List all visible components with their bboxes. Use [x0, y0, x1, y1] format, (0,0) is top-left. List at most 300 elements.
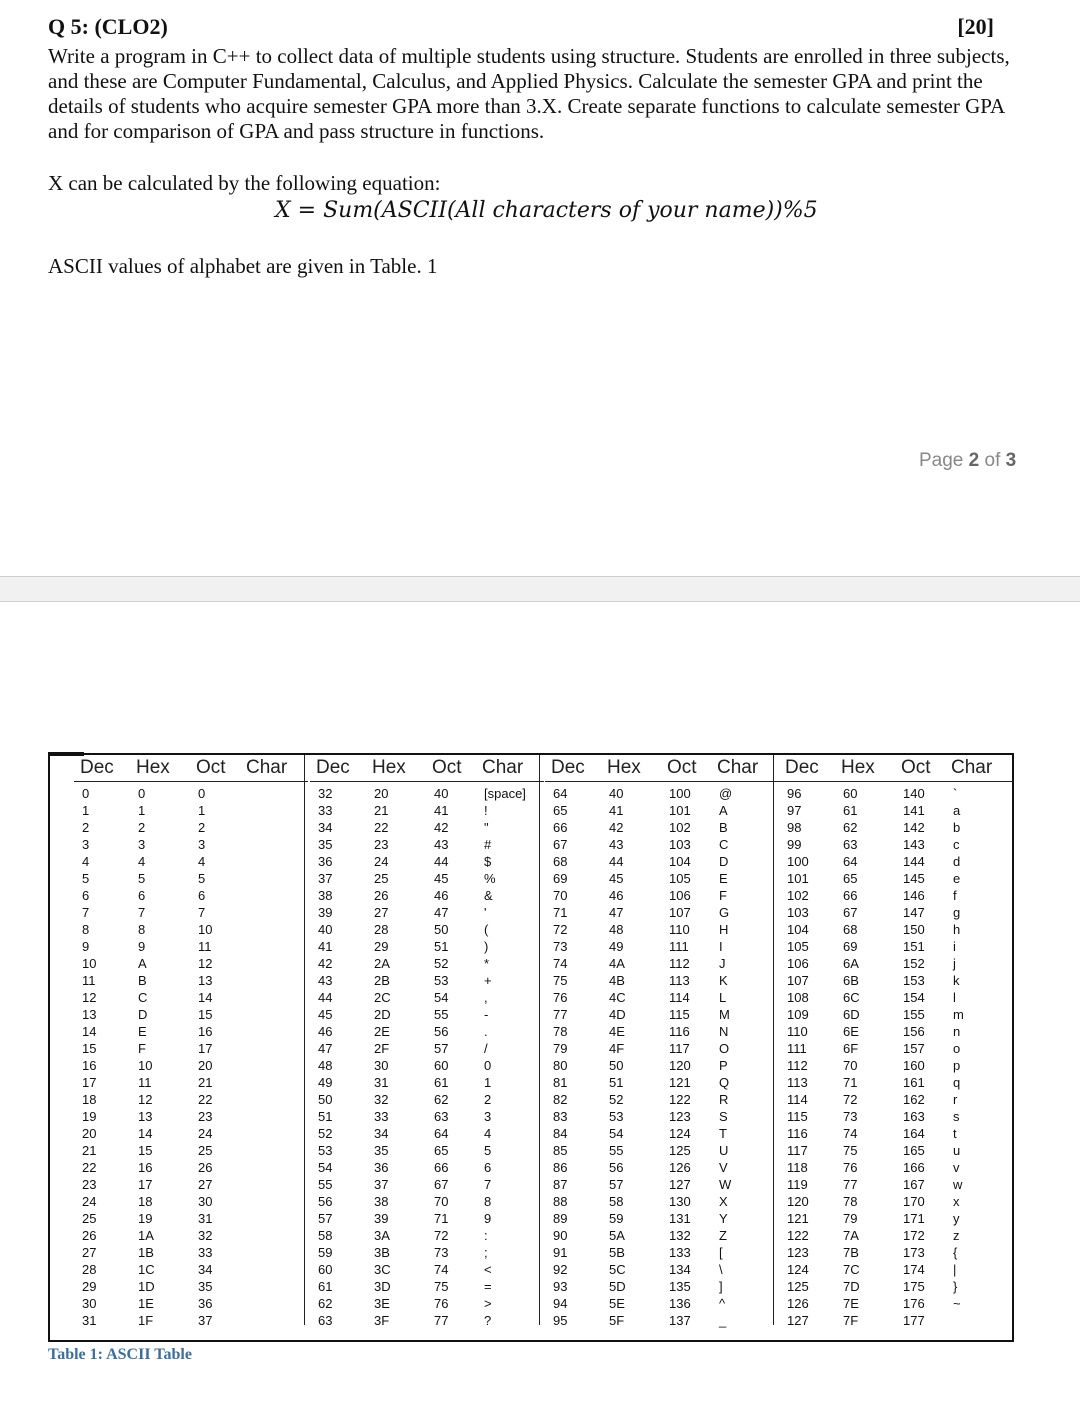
oct-cell: 53: [434, 973, 449, 988]
oct-cell: 150: [903, 922, 925, 937]
table-row: [779, 836, 1013, 853]
hex-cell: 62: [843, 820, 858, 835]
table-caption: Table 1: ASCII Table: [48, 1346, 192, 1363]
dec-cell: 93: [553, 1279, 568, 1294]
char-cell: ]: [719, 1279, 723, 1294]
char-cell: 1: [484, 1075, 492, 1090]
dec-cell: 92: [553, 1262, 568, 1277]
table-row: [74, 1108, 308, 1125]
table-row: [310, 1125, 544, 1142]
table-row: [310, 972, 544, 989]
dec-cell: 62: [318, 1296, 333, 1311]
char-cell: U: [719, 1143, 729, 1158]
dec-cell: 48: [318, 1058, 333, 1073]
hex-cell: 39: [374, 1211, 389, 1226]
table-row: [545, 938, 779, 955]
question-paragraph: Write a program in C++ to collect data of multiple students using structure. Students are enrolled in three subjects, and these are Computer Fundamental, Calculus, and Applied Physics. Calculate the semester GPA and print the details of students who acquire semester GPA more than 3.X. Create separate functions to calculate semester GPA and for comparison of GPA and pass structure in functions.: [48, 44, 1010, 143]
ascii-group-3: [545, 755, 779, 1335]
table-row: [310, 1312, 544, 1329]
char-cell: B: [719, 820, 728, 835]
hex-cell: 4: [138, 854, 146, 869]
hex-cell: 10: [138, 1058, 153, 1073]
dec-cell: 105: [787, 939, 809, 954]
question-title: Q 5: (CLO2): [48, 14, 168, 39]
hex-cell: 3F: [374, 1313, 390, 1328]
table-row: [310, 1006, 544, 1023]
char-cell: w: [953, 1177, 963, 1192]
dec-cell: 30: [82, 1296, 97, 1311]
oct-cell: 66: [434, 1160, 449, 1175]
page-number-prefix: Page: [919, 450, 969, 471]
hex-cell: 24: [374, 854, 389, 869]
dec-cell: 80: [553, 1058, 568, 1073]
hex-cell: 35: [374, 1143, 389, 1158]
oct-cell: 51: [434, 939, 449, 954]
oct-cell: 135: [669, 1279, 691, 1294]
hex-cell: 78: [843, 1194, 858, 1209]
char-cell: 9: [484, 1211, 492, 1226]
oct-cell: 124: [669, 1126, 691, 1141]
document-page-top: [0, 0, 1080, 576]
column-header-dec: Dec: [316, 757, 350, 778]
table-row: [74, 1023, 308, 1040]
char-cell: A: [719, 803, 728, 818]
dec-cell: 84: [553, 1126, 568, 1141]
table-row: [74, 887, 308, 904]
oct-cell: 146: [903, 888, 925, 903]
hex-cell: 13: [138, 1109, 153, 1124]
dec-cell: 70: [553, 888, 568, 903]
hex-cell: 5C: [609, 1262, 626, 1277]
column-header-dec: Dec: [80, 757, 114, 778]
table-row: [310, 802, 544, 819]
table-row: [545, 1108, 779, 1125]
hex-cell: 3: [138, 837, 146, 852]
table-row: [74, 1227, 308, 1244]
table-row: [545, 955, 779, 972]
char-cell: |: [953, 1262, 957, 1277]
oct-cell: 100: [669, 786, 691, 801]
dec-cell: 97: [787, 803, 802, 818]
hex-cell: 2: [138, 820, 146, 835]
table-row: [545, 1091, 779, 1108]
oct-cell: 17: [198, 1041, 213, 1056]
dec-cell: 18: [82, 1092, 97, 1107]
ascii-group-1: [74, 755, 308, 1335]
page-break: [0, 576, 1080, 602]
hex-cell: 5: [138, 871, 146, 886]
table-row: [779, 1074, 1013, 1091]
hex-cell: 12: [138, 1092, 153, 1107]
dec-cell: 95: [553, 1313, 568, 1328]
char-cell: y: [953, 1211, 960, 1226]
hex-cell: 15: [138, 1143, 153, 1158]
char-cell: o: [953, 1041, 961, 1056]
char-cell: 6: [484, 1160, 492, 1175]
dec-cell: 111: [787, 1041, 807, 1056]
hex-cell: 6E: [843, 1024, 859, 1039]
dec-cell: 90: [553, 1228, 568, 1243]
hex-cell: 1B: [138, 1245, 154, 1260]
hex-cell: 70: [843, 1058, 858, 1073]
table-row: [74, 1295, 308, 1312]
oct-cell: 41: [434, 803, 449, 818]
dec-cell: 107: [787, 973, 809, 988]
dec-cell: 23: [82, 1177, 97, 1192]
column-header-hex: Hex: [136, 757, 170, 778]
dec-cell: 27: [82, 1245, 97, 1260]
char-cell: r: [953, 1092, 958, 1107]
hex-cell: 31: [374, 1075, 389, 1090]
hex-cell: 25: [374, 871, 389, 886]
char-cell: {: [953, 1245, 958, 1260]
oct-cell: 65: [434, 1143, 449, 1158]
oct-cell: 24: [198, 1126, 213, 1141]
hex-cell: 69: [843, 939, 858, 954]
hex-cell: 4F: [609, 1041, 625, 1056]
char-cell: X: [719, 1194, 728, 1209]
char-cell: n: [953, 1024, 961, 1039]
char-cell: F: [719, 888, 727, 903]
column-header-oct: Oct: [667, 757, 697, 778]
oct-cell: 27: [198, 1177, 213, 1192]
dec-cell: 122: [787, 1228, 809, 1243]
hex-cell: 26: [374, 888, 389, 903]
hex-cell: 2A: [374, 956, 390, 971]
char-cell: \: [719, 1262, 723, 1277]
char-cell: %: [484, 871, 496, 886]
char-cell: `: [953, 786, 958, 801]
table-row: [74, 989, 308, 1006]
table-row: [545, 1142, 779, 1159]
hex-cell: 2F: [374, 1041, 390, 1056]
oct-cell: 164: [903, 1126, 925, 1141]
dec-cell: 51: [318, 1109, 333, 1124]
hex-cell: 4A: [609, 956, 625, 971]
oct-cell: 55: [434, 1007, 449, 1022]
hex-cell: 19: [138, 1211, 153, 1226]
table-row: [74, 1159, 308, 1176]
oct-cell: 46: [434, 888, 449, 903]
table-row: [779, 1278, 1013, 1295]
oct-cell: 73: [434, 1245, 449, 1260]
dec-cell: 110: [787, 1024, 808, 1039]
oct-cell: 145: [903, 871, 925, 886]
hex-cell: 18: [138, 1194, 153, 1209]
oct-cell: 63: [434, 1109, 449, 1124]
dec-cell: 11: [82, 973, 96, 988]
table-row: [74, 802, 308, 819]
oct-cell: 134: [669, 1262, 691, 1277]
char-cell: 5: [484, 1143, 492, 1158]
page-number-total: 3: [1005, 450, 1017, 471]
dec-cell: 104: [787, 922, 809, 937]
hex-cell: 5B: [609, 1245, 625, 1260]
char-cell: z: [953, 1228, 960, 1243]
hex-cell: 5E: [609, 1296, 625, 1311]
char-cell: W: [719, 1177, 732, 1192]
dec-cell: 15: [82, 1041, 97, 1056]
char-cell: (: [484, 922, 489, 937]
table-row: [779, 1176, 1013, 1193]
dec-cell: 119: [787, 1177, 808, 1192]
dec-cell: 17: [82, 1075, 97, 1090]
char-cell: .: [484, 1024, 488, 1039]
table-row: [779, 1261, 1013, 1278]
dec-cell: 53: [318, 1143, 333, 1158]
hex-cell: 2C: [374, 990, 391, 1005]
dec-cell: 98: [787, 820, 802, 835]
oct-cell: 143: [903, 837, 925, 852]
oct-cell: 12: [198, 956, 213, 971]
oct-cell: 127: [669, 1177, 691, 1192]
table-row: [310, 1159, 544, 1176]
dec-cell: 5: [82, 871, 90, 886]
hex-cell: 34: [374, 1126, 389, 1141]
oct-cell: 11: [198, 939, 212, 954]
hex-cell: 4D: [609, 1007, 626, 1022]
page-number-current: 2: [968, 450, 980, 471]
table-row: [779, 938, 1013, 955]
hex-cell: 29: [374, 939, 389, 954]
hex-cell: 6: [138, 888, 146, 903]
hex-cell: 73: [843, 1109, 858, 1124]
oct-cell: 151: [903, 939, 925, 954]
dec-cell: 75: [553, 973, 568, 988]
dec-cell: 126: [787, 1296, 809, 1311]
hex-cell: 64: [843, 854, 858, 869]
table-row: [779, 921, 1013, 938]
dec-cell: 9: [82, 939, 90, 954]
dec-cell: 101: [787, 871, 809, 886]
char-cell: d: [953, 854, 961, 869]
table-row: [310, 1091, 544, 1108]
char-cell: C: [719, 837, 729, 852]
dec-cell: 68: [553, 854, 568, 869]
table-row: [310, 1057, 544, 1074]
dec-cell: 87: [553, 1177, 568, 1192]
dec-cell: 39: [318, 905, 333, 920]
char-cell: @: [719, 786, 733, 801]
char-cell: Q: [719, 1075, 730, 1090]
table-row: [310, 836, 544, 853]
table-row: [545, 1074, 779, 1091]
hex-cell: 7A: [843, 1228, 859, 1243]
char-cell: /: [484, 1041, 488, 1056]
hex-cell: 58: [609, 1194, 624, 1209]
hex-cell: 68: [843, 922, 858, 937]
dec-cell: 40: [318, 922, 333, 937]
hex-cell: 3E: [374, 1296, 390, 1311]
char-cell: R: [719, 1092, 729, 1107]
column-header-char: Char: [482, 757, 524, 778]
table-row: [74, 1278, 308, 1295]
dec-cell: 117: [787, 1143, 808, 1158]
dec-cell: 20: [82, 1126, 97, 1141]
hex-cell: 71: [843, 1075, 858, 1090]
oct-cell: 40: [434, 786, 449, 801]
dec-cell: 79: [553, 1041, 568, 1056]
table-row: [310, 1108, 544, 1125]
question-header: [48, 14, 994, 44]
hex-cell: 2E: [374, 1024, 390, 1039]
table-row: [310, 1227, 544, 1244]
hex-cell: 40: [609, 786, 624, 801]
table-row: [74, 1312, 308, 1329]
dec-cell: 100: [787, 854, 809, 869]
table-row: [310, 955, 544, 972]
oct-cell: 32: [198, 1228, 213, 1243]
hex-cell: 59: [609, 1211, 624, 1226]
char-cell: $: [484, 854, 492, 869]
hex-cell: 49: [609, 939, 624, 954]
hex-cell: 54: [609, 1126, 624, 1141]
hex-cell: 45: [609, 871, 624, 886]
hex-cell: 61: [843, 803, 858, 818]
char-cell: }: [953, 1279, 958, 1294]
oct-cell: 116: [669, 1024, 690, 1039]
hex-cell: 20: [374, 786, 389, 801]
char-cell: [: [719, 1245, 723, 1260]
dec-cell: 55: [318, 1177, 333, 1192]
oct-cell: 37: [198, 1313, 213, 1328]
dec-cell: 67: [553, 837, 568, 852]
char-cell: J: [719, 956, 726, 971]
oct-cell: 35: [198, 1279, 213, 1294]
oct-cell: 6: [198, 888, 206, 903]
oct-cell: 125: [669, 1143, 691, 1158]
dec-cell: 44: [318, 990, 333, 1005]
char-cell: k: [953, 973, 960, 988]
hex-cell: 5F: [609, 1313, 625, 1328]
table-row: [74, 972, 308, 989]
table-row: [74, 904, 308, 921]
hex-cell: 30: [374, 1058, 389, 1073]
dec-cell: 58: [318, 1228, 333, 1243]
table-row: [545, 1261, 779, 1278]
ascii-rows: [545, 785, 779, 1329]
hex-cell: 74: [843, 1126, 858, 1141]
hex-cell: 67: [843, 905, 858, 920]
oct-cell: 107: [669, 905, 691, 920]
hex-cell: 65: [843, 871, 858, 886]
table-row: [779, 955, 1013, 972]
char-cell: D: [719, 854, 729, 869]
oct-cell: 0: [198, 786, 206, 801]
oct-cell: 4: [198, 854, 206, 869]
question-marks: [20]: [957, 14, 994, 39]
oct-cell: 112: [669, 956, 690, 971]
column-header-dec: Dec: [551, 757, 585, 778]
dec-cell: 72: [553, 922, 568, 937]
table-row: [545, 1312, 779, 1329]
char-cell: ?: [484, 1313, 492, 1328]
oct-cell: 126: [669, 1160, 691, 1175]
table-row: [545, 1244, 779, 1261]
oct-cell: 106: [669, 888, 691, 903]
hex-cell: 2B: [374, 973, 390, 988]
dec-cell: 73: [553, 939, 568, 954]
hex-cell: 6D: [843, 1007, 860, 1022]
ascii-rows: [779, 785, 1013, 1329]
oct-cell: 34: [198, 1262, 213, 1277]
oct-cell: 111: [669, 939, 689, 954]
oct-cell: 23: [198, 1109, 213, 1124]
char-cell: ;: [484, 1245, 488, 1260]
char-cell: +: [484, 973, 492, 988]
table-row: [545, 1193, 779, 1210]
char-cell: V: [719, 1160, 728, 1175]
char-cell: =: [484, 1279, 492, 1294]
hex-cell: 38: [374, 1194, 389, 1209]
dec-cell: 26: [82, 1228, 97, 1243]
hex-cell: 4B: [609, 973, 625, 988]
char-cell: ,: [484, 990, 488, 1005]
oct-cell: 56: [434, 1024, 449, 1039]
dec-cell: 69: [553, 871, 568, 886]
oct-cell: 7: [198, 905, 206, 920]
ascii-group-2: [310, 755, 544, 1335]
table-row: [779, 972, 1013, 989]
table-row: [310, 819, 544, 836]
table-row: [545, 1295, 779, 1312]
dec-cell: 78: [553, 1024, 568, 1039]
hex-cell: 1E: [138, 1296, 154, 1311]
hex-cell: 23: [374, 837, 389, 852]
oct-cell: 75: [434, 1279, 449, 1294]
dec-cell: 57: [318, 1211, 333, 1226]
char-cell: f: [953, 888, 957, 903]
table-row: [74, 1142, 308, 1159]
char-cell: M: [719, 1007, 730, 1022]
oct-cell: 33: [198, 1245, 213, 1260]
hex-cell: 44: [609, 854, 624, 869]
oct-cell: 10: [198, 922, 213, 937]
hex-cell: 37: [374, 1177, 389, 1192]
char-cell: v: [953, 1160, 960, 1175]
char-cell: _: [719, 1313, 727, 1328]
hex-cell: 7D: [843, 1279, 860, 1294]
char-cell: 3: [484, 1109, 492, 1124]
oct-cell: 61: [434, 1075, 449, 1090]
char-cell: <: [484, 1262, 492, 1277]
oct-cell: 161: [903, 1075, 925, 1090]
oct-cell: 102: [669, 820, 691, 835]
dec-cell: 14: [82, 1024, 97, 1039]
table-row: [74, 1040, 308, 1057]
oct-cell: 123: [669, 1109, 691, 1124]
hex-cell: 7B: [843, 1245, 859, 1260]
table-row: [310, 1040, 544, 1057]
oct-cell: 153: [903, 973, 925, 988]
oct-cell: 57: [434, 1041, 449, 1056]
char-cell: >: [484, 1296, 492, 1311]
oct-cell: 130: [669, 1194, 691, 1209]
dec-cell: 37: [318, 871, 333, 886]
hex-cell: 7C: [843, 1262, 860, 1277]
dec-cell: 22: [82, 1160, 97, 1175]
oct-cell: 45: [434, 871, 449, 886]
oct-cell: 141: [903, 803, 925, 818]
table-row: [545, 1159, 779, 1176]
oct-cell: 22: [198, 1092, 213, 1107]
hex-cell: 5D: [609, 1279, 626, 1294]
oct-cell: 117: [669, 1041, 690, 1056]
hex-cell: 3B: [374, 1245, 390, 1260]
table-row: [74, 1074, 308, 1091]
hex-cell: 6F: [843, 1041, 859, 1056]
hex-cell: 11: [138, 1075, 152, 1090]
